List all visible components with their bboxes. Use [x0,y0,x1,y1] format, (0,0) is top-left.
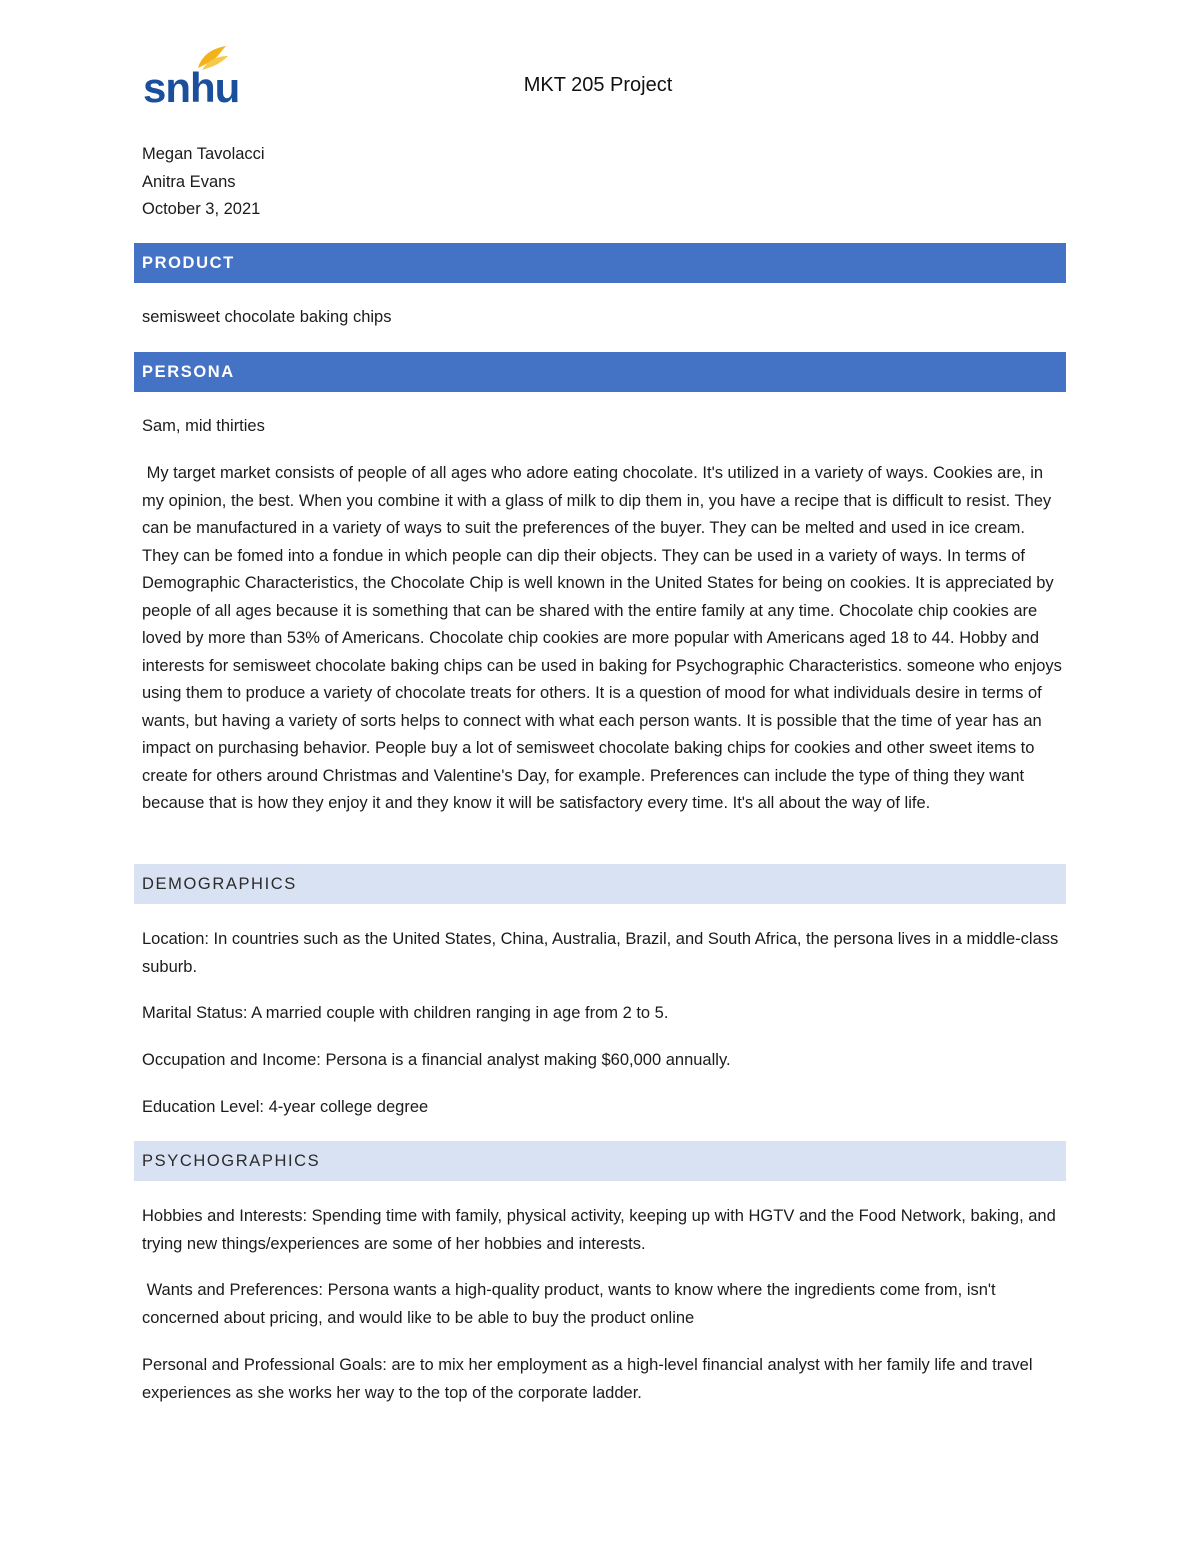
product-heading: PRODUCT [134,243,1066,283]
demographics-education: Education Level: 4-year college degree [142,1098,429,1116]
psychographics-wants: Wants and Preferences: Persona wants a high-quality product, wants to know where the ingredients come from, isn't concerned about pricing, and would like to be able to buy the product online [142,1281,1001,1327]
demographics-occupation: Occupation and Income: Persona is a financial analyst making $60,000 annually. [142,1051,731,1069]
demographics-location: Location: In countries such as the United States, China, Australia, Brazil, and South Africa, the persona lives in a middle-class suburb. [142,930,1059,976]
persona-heading: PERSONA [134,352,1066,392]
psychographics-heading: PSYCHOGRAPHICS [134,1141,1066,1181]
author-name: Anitra Evans [142,172,236,191]
document-date: October 3, 2021 [142,200,261,218]
demographics-heading: DEMOGRAPHICS [134,864,1066,904]
author-name: Megan Tavolacci [142,145,265,163]
demographics-marital-status: Marital Status: A married couple with children ranging in age from 2 to 5. [142,1004,669,1022]
author-block [142,141,265,224]
psychographics-hobbies: Hobbies and Interests: Spending time with family, physical activity, keeping up with HGTV and the Food Network, baking, and trying new things/experiences are some of her hobbies and interests. [142,1207,1056,1253]
product-text: semisweet chocolate baking chips [142,308,392,326]
document-title-text: MKT 205 Project [523,74,673,96]
psychographics-goals: Personal and Professional Goals: are to mix her employment as a high-level financial analyst with her family life and travel experiences as she works her way to the top of the corporate ladder. [142,1356,1033,1402]
logo-text: snhu [143,64,240,108]
persona-name: Sam, mid thirties [142,417,265,435]
persona-description: My target market consists of people of all ages who adore eating chocolate. It's utilized in a variety of ways. Cookies are, in my opinion, the best. When you combine it with a glass of milk to dip them in, you have a recipe that is difficult to resist. They can be manufactured in a variety of ways to suit the preferences of the buyer. They can be melted and used in ice cream. They can be fomed into a fondue in which people can dip their objects. They can be used in a variety of ways. In terms of Demographic Characteristics, the Chocolate Chip is well known in the United States for being on cookies. It is appreciated by people of all ages because it is something that can be shared with the entire family at any time. Chocolate chip cookies are loved by more than 53% of Americans. Chocolate chip cookies are more popular with Americans aged 18 to 44. Hobby and interests for semisweet chocolate baking chips can be used in baking for Psychographic Characteristics. someone who enjoys using them to produce a variety of chocolate treats for others. It is a question of mood for what individuals desire in terms of wants, but having a variety of sorts helps to connect with what each person wants. It is possible that the time of year has an impact on purchasing behavior. People buy a lot of semisweet chocolate baking chips for cookies and other sweet items to create for others around Christmas and Valentine's Day, for example. Preferences can include the type of thing they want because that is how they enjoy it and they know it will be satisfactory every time. It's all about the way of life. [142,464,1067,812]
document-title [0,74,1200,97]
